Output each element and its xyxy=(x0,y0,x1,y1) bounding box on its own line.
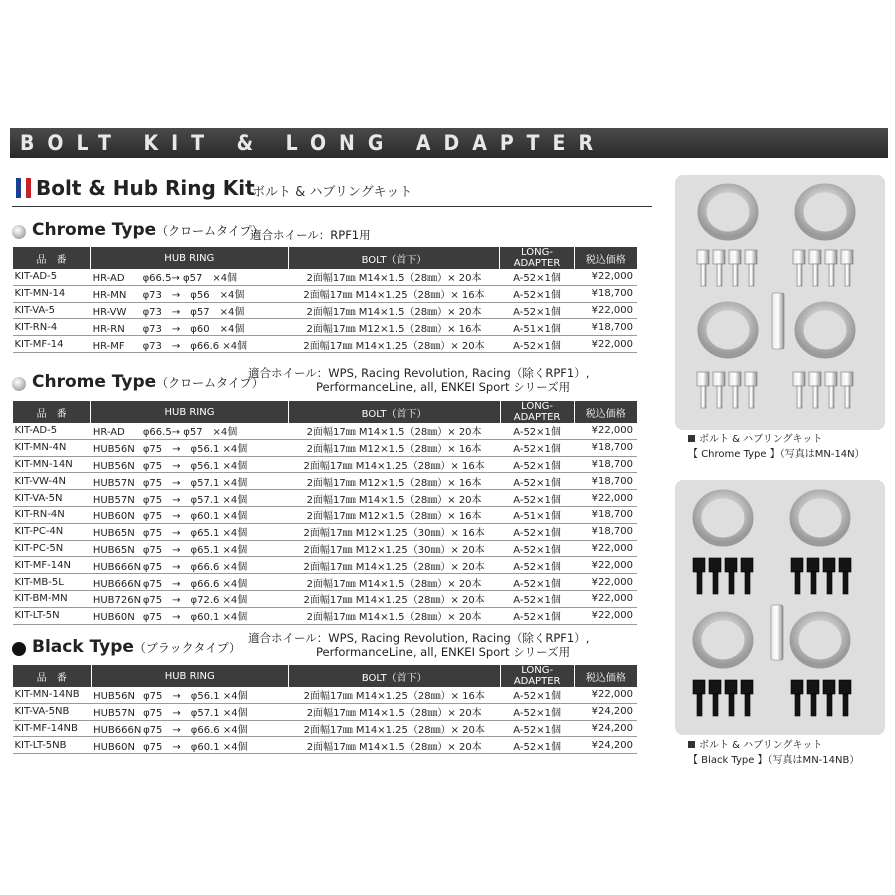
table-row xyxy=(13,439,638,456)
table-row xyxy=(13,302,638,319)
cell-price: ¥24,200 xyxy=(574,720,637,737)
cell-code: KIT-AD-5 xyxy=(13,423,91,439)
fit-wheels: 適合ホイール：RPF1用 xyxy=(250,228,371,242)
header-price: 税込価格 xyxy=(574,247,637,269)
cell-adapter: A-52×1個 xyxy=(500,523,574,540)
cell-bolt: 2面幅17㎜ M14×1.25（28㎜）× 20本 xyxy=(288,557,500,574)
hub-model: HUB65N xyxy=(92,544,135,556)
hub-model: HUB60N xyxy=(93,741,135,753)
hub-spec: φ75 → φ57.1 ×4個 xyxy=(142,494,248,506)
cell-price: ¥22,000 xyxy=(574,423,637,439)
caption-line-2: 【 Black Type 】（写真はMN-14NB） xyxy=(688,755,860,766)
table-row xyxy=(13,687,638,703)
cell-adapter: A-52×1個 xyxy=(500,285,574,302)
table-row xyxy=(13,557,638,574)
header-code: 品 番 xyxy=(13,247,91,269)
section-title: Black Type xyxy=(32,637,134,657)
hub-spec: φ75 → φ65.1 ×4個 xyxy=(142,544,248,556)
cell-adapter: A-52×1個 xyxy=(500,703,574,720)
header-bolt: BOLT（首下） xyxy=(288,401,500,423)
header-price: 税込価格 xyxy=(574,401,637,423)
cell-hub-ring xyxy=(91,336,288,353)
cell-adapter: A-52×1個 xyxy=(500,302,574,319)
cell-bolt: 2面幅17㎜ M14×1.25（28㎜）× 16本 xyxy=(288,285,500,302)
hub-model: HR-RN xyxy=(92,323,125,335)
cell-hub-ring xyxy=(91,540,288,557)
cell-adapter: A-52×1個 xyxy=(500,737,574,754)
cell-hub-ring xyxy=(91,557,288,574)
chrome-dot-icon xyxy=(12,377,26,391)
cell-code: KIT-MN-14 xyxy=(13,285,91,302)
table-row xyxy=(13,703,638,720)
chrome-photo-caption xyxy=(688,432,865,462)
header-bolt: BOLT（首下） xyxy=(288,247,500,269)
cell-code: KIT-RN-4N xyxy=(13,506,91,523)
cell-code: KIT-RN-4 xyxy=(13,319,91,336)
cell-bolt: 2面幅17㎜ M14×1.5（28㎜）× 20本 xyxy=(288,703,500,720)
header-bolt: BOLT（首下） xyxy=(288,665,500,687)
cell-hub-ring xyxy=(91,302,288,319)
caption-line-1: ボルト & ハブリングキット xyxy=(699,434,823,445)
kit-subtitle: ボルト & ハブリングキット xyxy=(252,185,413,200)
cell-code: KIT-VA-5NB xyxy=(13,703,92,720)
cell-code: KIT-VW-4N xyxy=(13,473,91,490)
hub-model: HUB666N xyxy=(92,578,142,590)
cell-bolt: 2面幅17㎜ M14×1.5（28㎜）× 20本 xyxy=(288,302,500,319)
cell-bolt: 2面幅17㎜ M14×1.5（28㎜）× 20本 xyxy=(288,607,500,624)
cell-bolt: 2面幅17㎜ M12×1.5（28㎜）× 16本 xyxy=(288,439,500,456)
cell-price: ¥22,000 xyxy=(574,590,637,607)
kit-heading xyxy=(12,176,652,207)
section-title-jp: （クロームタイプ） xyxy=(156,224,264,238)
hub-model: HUB60N xyxy=(92,511,135,523)
cell-bolt: 2面幅17㎜ M14×1.5（28㎜）× 20本 xyxy=(288,490,500,507)
table-row xyxy=(13,607,638,624)
table-row xyxy=(13,336,638,353)
cell-hub-ring xyxy=(91,473,288,490)
table-header-row xyxy=(13,247,638,269)
hub-model: HUB726N xyxy=(92,595,142,607)
hub-model: HUB56N xyxy=(92,444,135,456)
cell-hub-ring xyxy=(91,607,288,624)
cell-price: ¥22,000 xyxy=(574,607,637,624)
hub-spec: φ75 → φ65.1 ×4個 xyxy=(142,528,248,540)
kit-table-black xyxy=(12,665,637,754)
table-row xyxy=(13,423,638,439)
hub-model: HUB65N xyxy=(92,528,135,540)
cell-bolt: 2面幅17㎜ M14×1.5（28㎜）× 20本 xyxy=(288,574,500,591)
hub-model: HR-VW xyxy=(92,306,127,318)
hub-model: HR-AD xyxy=(92,273,125,285)
cell-price: ¥22,000 xyxy=(574,336,637,353)
hub-model: HR-AD xyxy=(92,427,125,439)
cell-adapter: A-52×1個 xyxy=(500,574,574,591)
cell-price: ¥22,000 xyxy=(574,540,637,557)
cell-bolt: 2面幅17㎜ M14×1.25（28㎜）× 20本 xyxy=(288,720,500,737)
table-row xyxy=(13,490,638,507)
cell-code: KIT-MB-5L xyxy=(13,574,91,591)
cell-hub-ring xyxy=(91,703,288,720)
square-bullet-icon xyxy=(688,435,695,442)
hub-spec: φ73 → φ66.6 ×4個 xyxy=(142,340,248,352)
section-banner xyxy=(10,128,888,158)
cell-bolt: 2面幅17㎜ M12×1.5（28㎜）× 16本 xyxy=(288,506,500,523)
cell-hub-ring xyxy=(91,285,288,302)
cell-adapter: A-52×1個 xyxy=(500,590,574,607)
hub-spec: φ75 → φ66.6 ×4個 xyxy=(143,724,248,736)
cell-price: ¥18,700 xyxy=(574,285,637,302)
chrome-kit-photo xyxy=(675,175,885,430)
table-row xyxy=(13,473,638,490)
kit-table-chrome-rpf1 xyxy=(12,247,637,353)
hub-spec: φ75 → φ60.1 ×4個 xyxy=(143,741,248,753)
table-row xyxy=(13,540,638,557)
cell-bolt: 2面幅17㎜ M12×1.25（30㎜）× 16本 xyxy=(288,523,500,540)
fit-line-2: PerformanceLine, all, ENKEI Sport シリーズ用 xyxy=(316,645,571,659)
hub-model: HUB57N xyxy=(92,477,135,489)
kit-table-chrome-general xyxy=(12,401,637,625)
cell-code: KIT-VA-5N xyxy=(13,490,91,507)
hub-model: HR-MN xyxy=(92,290,127,302)
hub-spec: φ75 → φ56.1 ×4個 xyxy=(142,460,248,472)
cell-price: ¥24,200 xyxy=(574,737,637,754)
cell-adapter: A-52×1個 xyxy=(500,269,574,285)
cell-code: KIT-LT-5NB xyxy=(13,737,92,754)
header-adapter: LONG-ADAPTER xyxy=(500,247,574,269)
cell-code: KIT-PC-4N xyxy=(13,523,91,540)
hub-spec: φ75 → φ57.1 ×4個 xyxy=(142,477,248,489)
table-row xyxy=(13,737,638,754)
cell-bolt: 2面幅17㎜ M12×1.5（28㎜）× 16本 xyxy=(288,319,500,336)
cell-hub-ring xyxy=(91,506,288,523)
fit-line-1: 適合ホイール：WPS, Racing Revolution, Racing（除くRPF1）, xyxy=(248,631,590,645)
cell-adapter: A-51×1個 xyxy=(500,506,574,523)
hub-model: HUB56N xyxy=(92,460,135,472)
cell-bolt: 2面幅17㎜ M14×1.5（28㎜）× 20本 xyxy=(288,737,500,754)
cell-price: ¥18,700 xyxy=(574,439,637,456)
cell-bolt: 2面幅17㎜ M14×1.5（28㎜）× 20本 xyxy=(288,269,500,285)
caption-line-1: ボルト & ハブリングキット xyxy=(699,740,823,751)
header-price: 税込価格 xyxy=(574,665,637,687)
section-title-jp: （クロームタイプ） xyxy=(156,376,264,390)
banner-title: BOLT KIT & LONG ADAPTER xyxy=(20,131,607,155)
header-adapter: LONG-ADAPTER xyxy=(500,665,574,687)
cell-bolt: 2面幅17㎜ M12×1.5（28㎜）× 16本 xyxy=(288,473,500,490)
cell-code: KIT-VA-5 xyxy=(13,302,91,319)
cell-hub-ring xyxy=(91,269,288,285)
cell-adapter: A-51×1個 xyxy=(500,319,574,336)
fit-line-2: PerformanceLine, all, ENKEI Sport シリーズ用 xyxy=(316,380,571,394)
table-header-row xyxy=(13,401,638,423)
cell-code: KIT-BM-MN xyxy=(13,590,91,607)
black-dot-icon xyxy=(12,642,26,656)
hub-model: HUB666N xyxy=(92,561,142,573)
cell-hub-ring xyxy=(91,319,288,336)
cell-code: KIT-PC-5N xyxy=(13,540,91,557)
cell-code: KIT-MN-4N xyxy=(13,439,91,456)
cell-code: KIT-AD-5 xyxy=(13,269,91,285)
hub-model: HUB60N xyxy=(92,612,135,624)
kit-title: Bolt & Hub Ring Kit xyxy=(36,176,255,200)
header-hub: HUB RING xyxy=(91,401,288,423)
table-row xyxy=(13,319,638,336)
cell-price: ¥18,700 xyxy=(574,473,637,490)
cell-code: KIT-MF-14N xyxy=(13,557,91,574)
cell-bolt: 2面幅17㎜ M14×1.25（28㎜）× 20本 xyxy=(288,336,500,353)
cell-price: ¥18,700 xyxy=(574,319,637,336)
table-header-row xyxy=(13,665,638,687)
cell-adapter: A-52×1個 xyxy=(500,687,574,703)
hub-spec: φ75 → φ60.1 ×4個 xyxy=(142,612,248,624)
section-title-jp: （ブラックタイプ） xyxy=(133,641,241,655)
header-code: 品 番 xyxy=(13,401,91,423)
cell-adapter: A-52×1個 xyxy=(500,473,574,490)
cell-price: ¥18,700 xyxy=(574,506,637,523)
cell-code: KIT-MN-14NB xyxy=(13,687,92,703)
hub-spec: φ66.5→ φ57 ×4個 xyxy=(142,273,238,285)
square-bullet-icon xyxy=(688,741,695,748)
cell-bolt: 2面幅17㎜ M14×1.25（28㎜）× 20本 xyxy=(288,590,500,607)
cell-adapter: A-52×1個 xyxy=(500,336,574,353)
hub-spec: φ73 → φ60 ×4個 xyxy=(142,323,245,335)
hub-spec: φ73 → φ56 ×4個 xyxy=(142,290,245,302)
cell-adapter: A-52×1個 xyxy=(500,439,574,456)
hub-spec: φ75 → φ56.1 ×4個 xyxy=(143,691,248,703)
hub-spec: φ75 → φ57.1 ×4個 xyxy=(143,708,248,720)
header-code: 品 番 xyxy=(13,665,92,687)
chrome-kit-illustration xyxy=(675,175,885,430)
cell-bolt: 2面幅17㎜ M14×1.5（28㎜）× 20本 xyxy=(288,423,500,439)
table-row xyxy=(13,456,638,473)
cell-price: ¥22,000 xyxy=(574,302,637,319)
hub-spec: φ75 → φ72.6 ×4個 xyxy=(142,595,248,607)
cell-hub-ring xyxy=(91,737,288,754)
cell-price: ¥18,700 xyxy=(574,456,637,473)
hub-spec: φ75 → φ60.1 ×4個 xyxy=(142,511,248,523)
hub-spec: φ73 → φ57 ×4個 xyxy=(142,306,245,318)
cell-adapter: A-52×1個 xyxy=(500,423,574,439)
cell-code: KIT-MN-14N xyxy=(13,456,91,473)
cell-price: ¥22,000 xyxy=(574,269,637,285)
cell-adapter: A-52×1個 xyxy=(500,720,574,737)
section-title: Chrome Type xyxy=(32,220,157,240)
header-hub: HUB RING xyxy=(91,247,288,269)
hub-model: HUB56N xyxy=(93,691,135,703)
hub-spec: φ75 → φ66.6 ×4個 xyxy=(142,578,248,590)
section-title: Chrome Type xyxy=(32,372,157,392)
hub-model: HR-MF xyxy=(92,340,125,352)
cell-adapter: A-52×1個 xyxy=(500,456,574,473)
cell-code: KIT-LT-5N xyxy=(13,607,91,624)
cell-price: ¥22,000 xyxy=(574,687,637,703)
cell-bolt: 2面幅17㎜ M14×1.25（28㎜）× 16本 xyxy=(288,456,500,473)
cell-price: ¥22,000 xyxy=(574,557,637,574)
cell-hub-ring xyxy=(91,423,288,439)
table-row xyxy=(13,720,638,737)
table-row xyxy=(13,506,638,523)
cell-adapter: A-52×1個 xyxy=(500,540,574,557)
fit-line-1: 適合ホイール：WPS, Racing Revolution, Racing（除くRPF1）, xyxy=(248,366,590,380)
cell-price: ¥22,000 xyxy=(574,574,637,591)
hub-model: HUB57N xyxy=(92,494,135,506)
hub-model: HUB57N xyxy=(93,708,135,720)
header-adapter: LONG-ADAPTER xyxy=(500,401,574,423)
cell-hub-ring xyxy=(91,574,288,591)
header-hub: HUB RING xyxy=(91,665,288,687)
black-kit-photo xyxy=(675,480,885,735)
cell-hub-ring xyxy=(91,490,288,507)
cell-price: ¥24,200 xyxy=(574,703,637,720)
cell-code: KIT-MF-14NB xyxy=(13,720,92,737)
cell-price: ¥18,700 xyxy=(574,523,637,540)
table-row xyxy=(13,574,638,591)
cell-hub-ring xyxy=(91,523,288,540)
table-row xyxy=(13,269,638,285)
black-photo-caption xyxy=(688,738,859,768)
caption-line-2: 【 Chrome Type 】（写真はMN-14N） xyxy=(688,449,865,460)
hub-spec: φ75 → φ66.6 ×4個 xyxy=(142,561,248,573)
cell-adapter: A-52×1個 xyxy=(500,557,574,574)
cell-hub-ring xyxy=(91,439,288,456)
black-kit-illustration xyxy=(675,480,885,735)
cell-adapter: A-52×1個 xyxy=(500,607,574,624)
hub-spec: φ66.5→ φ57 ×4個 xyxy=(142,427,238,439)
cell-adapter: A-52×1個 xyxy=(500,490,574,507)
cell-hub-ring xyxy=(91,590,288,607)
cell-hub-ring xyxy=(91,687,288,703)
cell-hub-ring xyxy=(91,720,288,737)
cell-bolt: 2面幅17㎜ M14×1.25（28㎜）× 16本 xyxy=(288,687,500,703)
hub-model: HUB666N xyxy=(93,724,142,736)
cell-bolt: 2面幅17㎜ M12×1.25（30㎜）× 20本 xyxy=(288,540,500,557)
cell-price: ¥22,000 xyxy=(574,490,637,507)
fit-wheels xyxy=(248,366,589,394)
tricolor-flag-icon xyxy=(16,178,31,198)
cell-hub-ring xyxy=(91,456,288,473)
chrome-dot-icon xyxy=(12,225,26,239)
table-row xyxy=(13,523,638,540)
cell-code: KIT-MF-14 xyxy=(13,336,91,353)
fit-wheels xyxy=(248,631,589,659)
table-row xyxy=(13,590,638,607)
hub-spec: φ75 → φ56.1 ×4個 xyxy=(142,444,248,456)
table-row xyxy=(13,285,638,302)
